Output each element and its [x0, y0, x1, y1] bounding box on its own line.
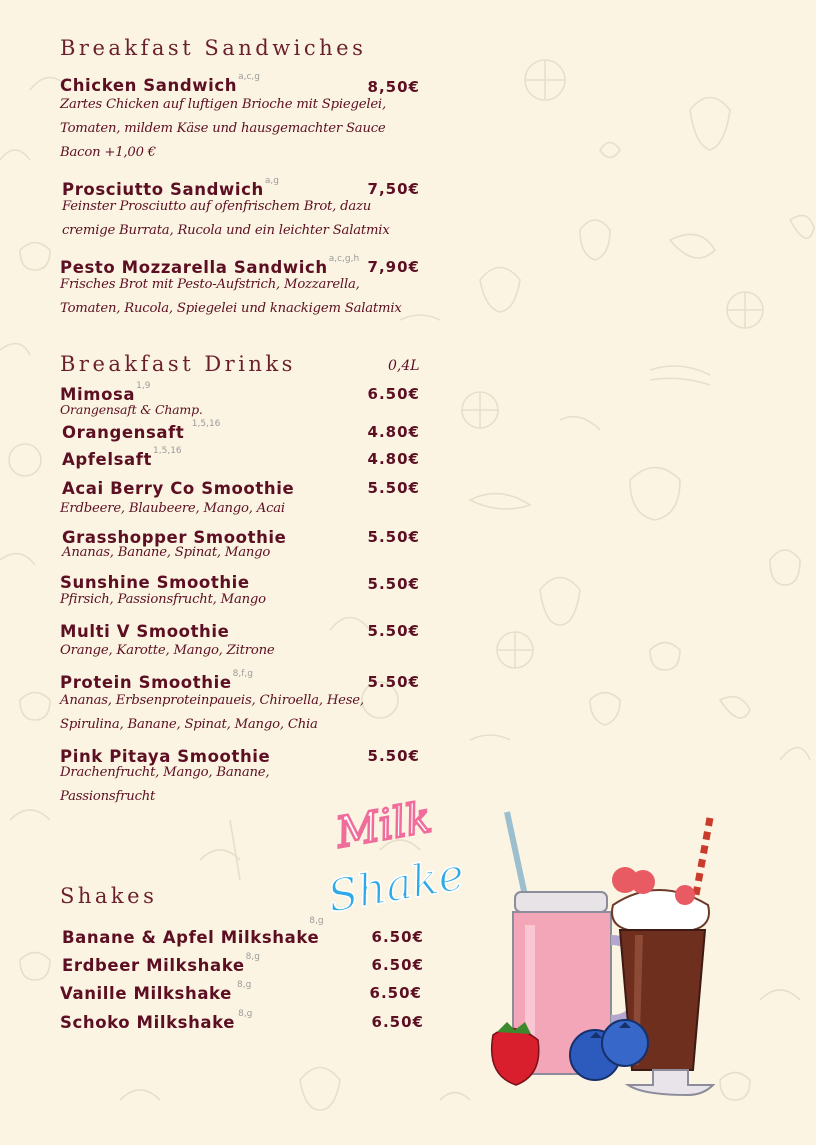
item-price: 5.50€ — [367, 622, 420, 640]
allergen-codes: a,c,g,h — [328, 254, 360, 264]
menu-item-chicken-sandwich — [60, 72, 430, 165]
item-price: 6.50€ — [369, 984, 422, 1002]
item-description: Erdbeere, Blaubeere, Mango, Acai — [60, 501, 285, 516]
allergen-codes: 8,g — [238, 1009, 253, 1019]
item-name: Erdbeer Milkshake — [62, 956, 245, 975]
sandwiches-section-title: Breakfast Sandwiches — [60, 36, 367, 60]
menu-item-mimosa — [60, 381, 430, 419]
item-name: Acai Berry Co Smoothie — [62, 479, 295, 498]
menu-item-vanille-milkshake — [60, 980, 430, 1003]
item-name: Sunshine Smoothie — [60, 573, 250, 592]
item-price: 5.50€ — [367, 575, 420, 593]
item-price: 6.50€ — [367, 385, 420, 403]
item-name: Mimosa — [60, 385, 136, 404]
item-name: Pesto Mozzarella Sandwich — [60, 258, 328, 277]
item-name: Banane & Apfel Milkshake — [62, 928, 320, 947]
item-description: Zartes Chicken auf luftigen Brioche mit Spiegelei, — [60, 97, 386, 112]
menu-item-grasshopper-smoothie — [62, 528, 432, 562]
milkshake-logo-shake: Shake — [323, 848, 469, 923]
allergen-codes: 8,g — [236, 980, 252, 990]
item-description: Spirulina, Banane, Spinat, Mango, Chia — [60, 717, 318, 732]
item-price: 5.50€ — [367, 673, 420, 691]
shakes-section-title: Shakes — [60, 884, 158, 908]
item-name: Grasshopper Smoothie — [62, 528, 287, 547]
item-price: 4.80€ — [367, 423, 420, 441]
allergen-codes: 1,5,16 — [191, 419, 221, 429]
item-description: Orange, Karotte, Mango, Zitrone — [60, 643, 275, 658]
volume-label: 0,4L — [388, 358, 420, 374]
allergen-codes: 1,9 — [136, 381, 151, 391]
item-description: Frisches Brot mit Pesto-Aufstrich, Mozzarella, — [60, 277, 360, 292]
milkshake-logo — [320, 785, 469, 923]
item-description: Ananas, Banane, Spinat, Mango — [62, 545, 271, 560]
item-description: Bacon +1,00 € — [60, 145, 156, 160]
drinks-section-title: Breakfast Drinks — [60, 352, 296, 376]
item-price: 7,50€ — [367, 180, 420, 198]
menu-item-protein-smoothie — [60, 669, 430, 737]
item-name: Apfelsaft — [62, 450, 153, 469]
menu-item-orangensaft — [62, 419, 432, 442]
menu-item-schoko-milkshake — [60, 1009, 430, 1032]
item-description: Feinster Prosciutto auf ofenfrischem Brot, dazu — [62, 199, 372, 214]
menu-item-erdbeer-milkshake — [62, 952, 432, 975]
item-description: Drachenfrucht, Mango, Banane, — [60, 765, 270, 780]
item-name: Vanille Milkshake — [60, 984, 232, 1003]
item-price: 5.50€ — [367, 747, 420, 765]
menu-item-prosciutto-sandwich — [62, 176, 432, 243]
menu-item-multi-v-smoothie — [60, 622, 430, 660]
item-price: 5.50€ — [367, 528, 420, 546]
menu-item-pesto-mozzarella-sandwich — [60, 254, 430, 321]
item-name: Protein Smoothie — [60, 673, 232, 692]
item-price: 8,50€ — [367, 78, 420, 96]
menu-item-sunshine-smoothie — [60, 573, 430, 609]
item-name: Multi V Smoothie — [60, 622, 230, 641]
item-name: Prosciutto Sandwich — [62, 180, 264, 199]
item-description: Tomaten, Rucola, Spiegelei und knackigem Salatmix — [60, 301, 402, 316]
item-price: 6.50€ — [371, 928, 424, 946]
item-description: cremige Burrata, Rucola und ein leichter Salatmix — [62, 223, 390, 238]
milkshake-illustration — [485, 810, 735, 1110]
item-price: 6.50€ — [371, 1013, 424, 1031]
allergen-codes: 8,g — [245, 952, 260, 962]
item-description: Passionsfrucht — [60, 789, 156, 804]
item-name: Chicken Sandwich — [60, 76, 238, 95]
menu-item-acai-berry-smoothie — [62, 479, 432, 521]
allergen-codes: a,c,g — [238, 72, 261, 82]
item-name: Pink Pitaya Smoothie — [60, 747, 271, 766]
allergen-codes: 8,g — [309, 916, 324, 926]
allergen-codes: 8,f,g — [232, 669, 253, 679]
milkshake-logo-milk: Milk — [332, 792, 435, 858]
item-description: Pfirsich, Passionsfrucht, Mango — [60, 592, 266, 607]
item-description: Tomaten, mildem Käse und hausgemachter Sauce — [60, 121, 386, 136]
item-name: Schoko Milkshake — [60, 1013, 236, 1032]
item-description: Ananas, Erbsenproteinpaueis, Chiroella, Hese, — [60, 693, 364, 708]
item-price: 6.50€ — [371, 956, 424, 974]
item-price: 4.80€ — [367, 450, 420, 468]
allergen-codes: 1,5,16 — [153, 446, 182, 456]
allergen-codes: a,g — [264, 176, 279, 186]
item-price: 5.50€ — [367, 479, 420, 497]
menu-item-apfelsaft — [62, 446, 432, 469]
item-price: 7,90€ — [367, 258, 420, 276]
item-name: Orangensaft — [62, 423, 185, 442]
item-description: Orangensaft & Champ. — [60, 402, 203, 417]
menu-item-banane-apfel-milkshake — [62, 916, 432, 947]
